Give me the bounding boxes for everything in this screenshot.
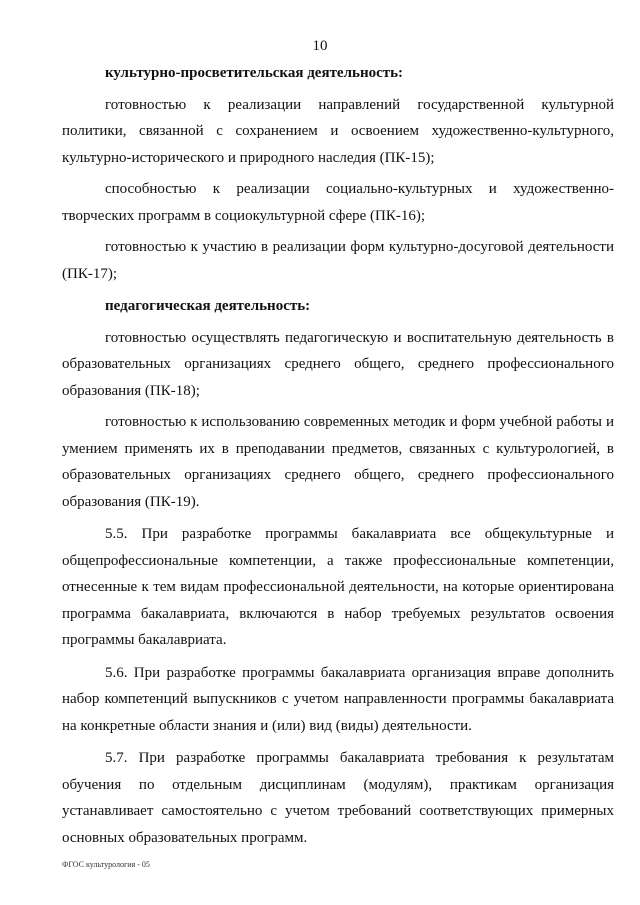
footer-label: ФГОС культурология - 05 — [62, 860, 150, 869]
section-heading-cultural: культурно-просветительская деятельность: — [105, 65, 404, 81]
competence-pk17: готовностью к участию в реализации форм культурно-досуговой деятельности (ПК-17); — [62, 239, 614, 282]
competence-pk19: готовностью к использованию современных методик и форм учебной работы и умением применять их в преподавании предметов, связанных с культурологией, в образовательных организациях среднего общего, среднего профессионального образования (ПК-19). — [62, 414, 614, 510]
page-number: 10 — [312, 38, 328, 54]
competence-pk15: готовностью к реализации направлений государственной культурной политики, связанной с сохранением и освоением художественно-культурного, культурно-исторического и природного наследия (ПК-15); — [62, 96, 614, 166]
document-body — [62, 60, 614, 851]
paragraph-5-6: 5.6. При разработке программы бакалавриата организация вправе дополнить набор компетенций выпускников с учетом направленности программы бакалавриата на конкретные области знания и (или) вид (виды) деятельности. — [62, 664, 614, 734]
paragraph-5-5: 5.5. При разработке программы бакалавриата все общекультурные и общепрофессиональные компетенции, а также профессиональные компетенции, отнесенные к тем видам профессиональной деятельности, на которые ориентирована программа бакалавриата, включаются в набор требуемых результатов освоения программы бакалавриата. — [62, 526, 614, 648]
competence-pk18: готовностью осуществлять педагогическую и воспитательную деятельность в образовательных организациях среднего общего, среднего профессионального образования (ПК-18); — [62, 329, 614, 399]
competence-pk16: способностью к реализации социально-культурных и художественно-творческих программ в социокультурной сфере (ПК-16); — [62, 181, 614, 224]
section-heading-pedagogical: педагогическая деятельность: — [105, 298, 311, 314]
paragraph-5-7: 5.7. При разработке программы бакалавриата требования к результатам обучения по отдельным дисциплинам (модулям), практикам организация устанавливает самостоятельно с учетом требований соответствующих примерных основных образовательных программ. — [62, 750, 614, 846]
